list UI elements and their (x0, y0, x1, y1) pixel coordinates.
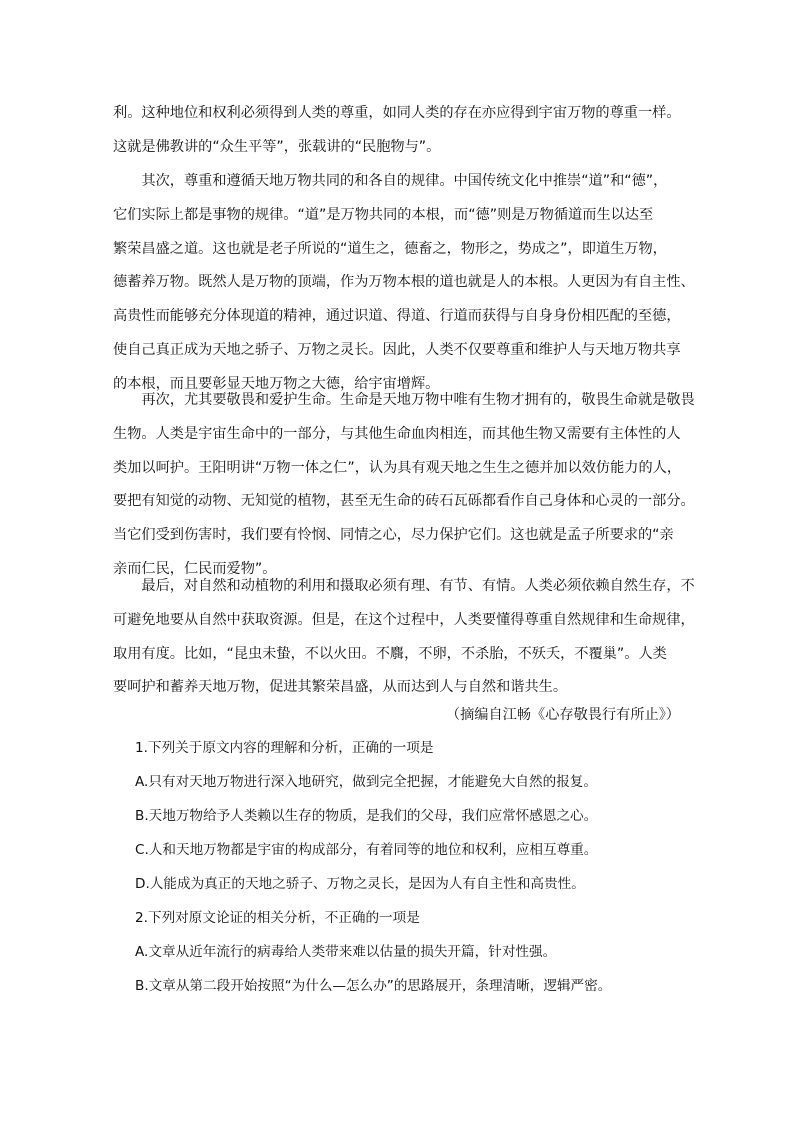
text-line: 繁荣昌盛之道。这也就是老子所说的“道生之，德畜之，物形之，势成之”，即道生万物， (113, 240, 667, 257)
text-line: 最后，对自然和动植物的利用和摄取必须有理、有节、有情。人类必须依赖自然生存，不 (113, 578, 695, 594)
text-line: 亲而仁民，仁民而爱物”。 (113, 560, 277, 577)
text-line: 可避免地要从自然中获取资源。但是，在这个过程中，人类要懂得尊重自然规律和生命规律， (113, 611, 695, 628)
text-line: 要呵护和蓄养天地万物，促进其繁荣昌盛，从而达到人与自然和谐共生。 (113, 679, 568, 696)
question-1-option-b: B.天地万物给予人类赖以生存的物质，是我们的父母，我们应常怀感恩之心。 (135, 808, 598, 824)
question-2-option-b: B.文章从第二段开始按照“为什么—怎么办”的思路展开，条理清晰，逻辑严密。 (135, 978, 612, 994)
question-1-option-a: A.只有对天地万物进行深入地研究，做到完全把握，才能避免大自然的报复。 (135, 774, 597, 790)
paragraph-second (113, 165, 695, 402)
text-line: 使自己真正成为天地之骄子、万物之灵长。因此，人类不仅要尊重和维护人与天地万物共享 (113, 341, 681, 358)
paragraph-fourth (113, 570, 695, 705)
source-citation: （摘编自江畅《心存敬畏行有所止》） (445, 707, 680, 723)
question-1-option-c: C.人和天地万物都是宇宙的构成部分，有着同等的地位和权利，应相互尊重。 (135, 842, 598, 858)
text-line: 德蓄养万物。既然人是万物的顶端，作为万物本根的道也就是人的本根。人更因为有自主性、 (113, 274, 695, 291)
text-line: 高贵性而能够充分体现道的精神，通过识道、得道、行道而获得与自身身份相匹配的至德， (113, 308, 681, 325)
text-line: 其次，尊重和遵循天地万物共同的和各自的规律。中国传统文化中推崇“道”和“德”， (113, 173, 668, 189)
paragraph-intro-end (113, 97, 685, 165)
text-line: 类加以呵护。王阳明讲“万物一体之仁”，认为具有观天地之生生之德并加以效仿能力的人， (113, 459, 682, 476)
text-line: 要把有知觉的动物、无知觉的植物，甚至无生命的砖石瓦砾都看作自己身体和心灵的一部分。 (113, 493, 695, 510)
question-2-stem: 2.下列对原文论证的相关分析，不正确的一项是 (135, 910, 420, 926)
text-line: 当它们受到伤害时，我们要有怜悯、同情之心，尽力保护它们。这也就是孟子所要求的“亲 (113, 527, 674, 544)
text-line: 取用有度。比如，“昆虫未蛰，不以火田。不麛，不卵，不杀胎，不殀夭，不覆巢”。人类 (113, 645, 667, 662)
text-line: 生物。人类是宇宙生命中的一部分，与其他生命血肉相连，而其他生物又需要有主体性的人 (113, 425, 681, 442)
text-line: 再次，尤其要敬畏和爱护生命。生命是天地万物中唯有生物才拥有的，敬畏生命就是敬畏 (113, 392, 695, 408)
text-line: 利。这种地位和权利必须得到人类的尊重，如同人类的存在亦应得到宇宙万物的尊重一样。 (113, 105, 681, 121)
text-line: 这就是佛教讲的“众生平等”，张载讲的“民胞物与”。 (113, 138, 441, 155)
text-line: 的本根，而且要彰显天地万物之大德，给宇宙增辉。 (113, 375, 440, 392)
question-1-option-d: D.人能成为真正的天地之骄子、万物之灵长，是因为人有自主性和高贵性。 (135, 876, 585, 892)
question-1-stem: 1.下列关于原文内容的理解和分析，正确的一项是 (135, 740, 434, 756)
text-line: 它们实际上都是事物的规律。“道”是万物共同的本根，而“德”则是万物循道而生以达至 (113, 206, 654, 223)
paragraph-third (113, 384, 695, 587)
question-2-option-a: A.文章从近年流行的病毒给人类带来难以估量的损失开篇，针对性强。 (135, 944, 557, 960)
